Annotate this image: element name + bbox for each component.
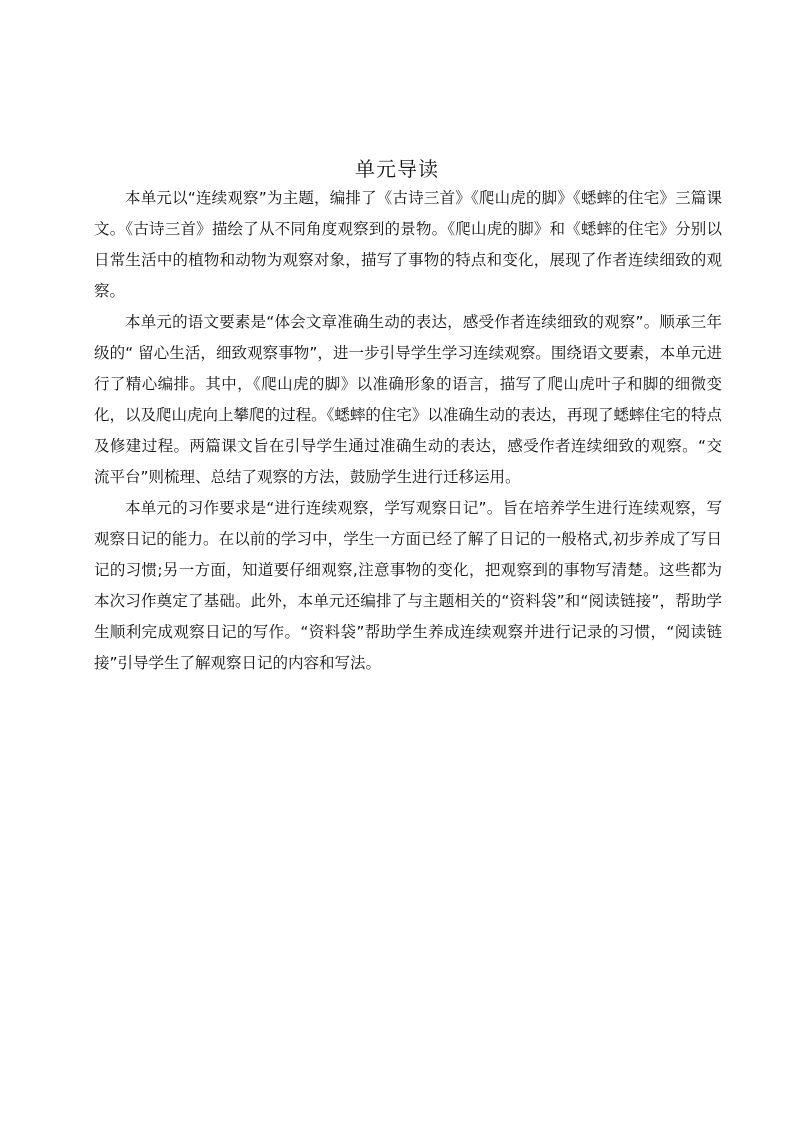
page-title: 单元导读 [355, 157, 439, 181]
paragraph-language-elements: 本单元的语文要素是“体会文章准确生动的表达，感受作者连续细致的观察”。顺承三年级的“ 留心生活，细致观察事物”，进一步引导学生学习连续观察。围绕语文要素，本单元进行了精心编排。其中，《爬山虎的脚》以准确形象的语言，描写了爬山虎叶子和脚的细微变化，以及爬山虎向上攀爬的过程。《蟋蟀的住宅》以准确生动的表达，再现了蟋蟀住宅的特点及修建过程。两篇课文旨在引导学生通过准确生动的表达，感受作者连续细致的观察。“交流平台”则梳理、总结了观察的方法，鼓励学生进行迁移运用。 [94, 313, 722, 486]
paragraph-writing-requirements: 本单元的习作要求是“进行连续观察，学写观察日记”。旨在培养学生进行连续观察，写观察日记的能力。在以前的学习中，学生一方面已经了解了日记的一般格式,初步养成了写日记的习惯;另一方面，知道要仔细观察,注意事物的变化，把观察到的事物写清楚。这些都为本次习作奠定了基础。此外，本单元还编排了与主题相关的“资料袋”和“阅读链接”，帮助学生顺利完成观察日记的写作。“资料袋”帮助学生养成连续观察并进行记录的习惯，“阅读链接”引导学生了解观察日记的内容和写法。 [94, 499, 722, 672]
paragraph-theme: 本单元以“连续观察”为主题，编排了《古诗三首》《爬山虎的脚》《蟋蟀的住宅》三篇课文。《古诗三首》描绘了从不同角度观察到的景物。《爬山虎的脚》和《蟋蟀的住宅》分别以日常生活中的植物和动物为观察对象，描写了事物的特点和变化，展现了作者连续细致的观察。 [94, 189, 722, 300]
document-body [94, 183, 722, 679]
